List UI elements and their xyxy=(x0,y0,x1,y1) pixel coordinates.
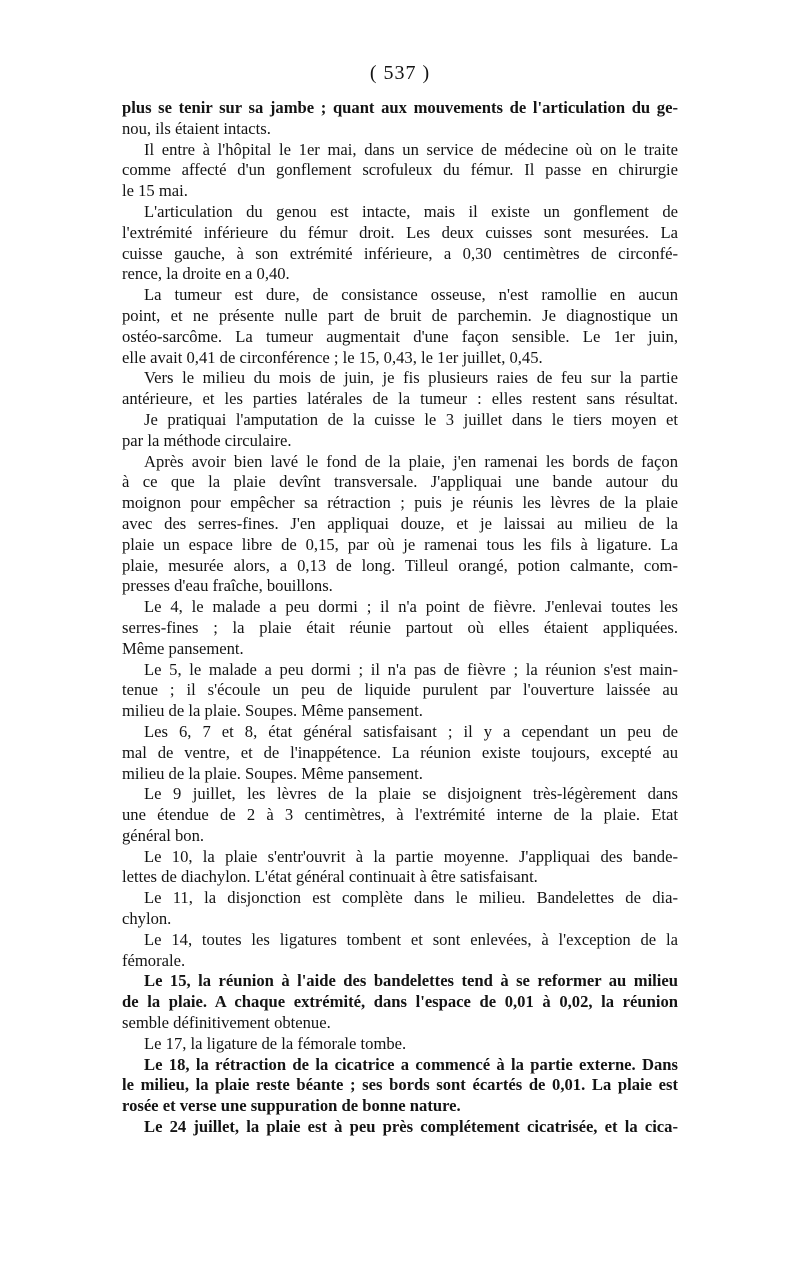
text-line: avec des serres-fines. J'en appliquai douze, et je laissai au milieu de la xyxy=(122,513,678,533)
text-line: à ce que la plaie devînt transversale. J'appliquai une bande autour du xyxy=(122,472,678,492)
text-line: fémorale. xyxy=(122,950,186,970)
text-line: par la méthode circulaire. xyxy=(122,430,292,450)
text-line: le milieu, la plaie reste béante ; ses bords sont écartés de 0,01. La plaie est xyxy=(122,1075,678,1095)
text-line: l'extrémité inférieure du fémur droit. Les deux cuisses sont mesurées. La xyxy=(122,222,678,242)
text-line: plus se tenir sur sa jambe ; quant aux mouvements de l'articulation du ge- xyxy=(122,98,678,117)
text-line: plaie, mesurée alors, a 0,13 de long. Tilleul orangé, potion calmante, com- xyxy=(122,555,678,575)
text-line: moignon pour empêcher sa rétraction ; puis je réunis les lèvres de la plaie xyxy=(122,493,678,513)
text-line: serres-fines ; la plaie était réunie partout où elles étaient appliquées. xyxy=(122,617,678,637)
text-line: Le 5, le malade a peu dormi ; il n'a pas de fièvre ; la réunion s'est main- xyxy=(144,659,678,679)
text-line: Même pansement. xyxy=(122,638,244,658)
text-line: de la plaie. A chaque extrémité, dans l'espace de 0,01 à 0,02, la réunion xyxy=(122,992,678,1012)
text-line: Le 4, le malade a peu dormi ; il n'a point de fièvre. J'enlevai toutes les xyxy=(144,597,678,617)
text-line: tenue ; il s'écoule un peu de liquide purulent par l'ouverture laissée au xyxy=(122,680,678,700)
text-line: rosée et verse une suppuration de bonne nature. xyxy=(122,1096,461,1116)
text-line: mal de ventre, et de l'inappétence. La réunion existe toujours, excepté au xyxy=(122,742,678,762)
text-line: Vers le milieu du mois de juin, je fis plusieurs raies de feu sur la partie xyxy=(144,368,678,388)
text-line: une étendue de 2 à 3 centimètres, à l'extrémité interne de la plaie. Etat xyxy=(122,805,678,825)
text-line: L'articulation du genou est intacte, mais il existe un gonflement de xyxy=(144,201,678,221)
text-line: presses d'eau fraîche, bouillons. xyxy=(122,576,333,596)
text-line: nou, ils étaient intacts. xyxy=(122,118,271,138)
text-line: général bon. xyxy=(122,825,205,845)
text-line: Le 11, la disjonction est complète dans le milieu. Bandelettes de dia- xyxy=(144,888,678,908)
text-line: plaie un espace libre de 0,15, par où je ramenai tous les fils à ligature. La xyxy=(122,534,678,554)
text-line: Il entre à l'hôpital le 1er mai, dans un service de médecine où on le traite xyxy=(144,139,678,159)
text-line: milieu de la plaie. Soupes. Même pansement. xyxy=(122,701,423,721)
text-line: Le 9 juillet, les lèvres de la plaie se disjoignent très-légèrement dans xyxy=(144,784,678,804)
text-line: chylon. xyxy=(122,909,172,929)
text-line: lettes de diachylon. L'état général continuait à être satisfaisant. xyxy=(122,867,538,887)
text-line: le 15 mai. xyxy=(122,181,188,201)
body-text xyxy=(122,98,678,1138)
text-line: Le 15, la réunion à l'aide des bandelettes tend à se reformer au milieu xyxy=(144,971,678,991)
text-line: antérieure, et les parties latérales de la tumeur : elles restent sans résultat. xyxy=(122,389,678,409)
text-line: Le 18, la rétraction de la cicatrice a commencé à la partie externe. Dans xyxy=(144,1054,678,1074)
text-line: point, et ne présente nulle part de bruit de parchemin. Je diagnostique un xyxy=(122,305,678,325)
text-line: Le 10, la plaie s'entr'ouvrit à la partie moyenne. J'appliquai des bande- xyxy=(144,846,678,866)
text-line: cuisse gauche, à son extrémité inférieure, a 0,30 centimètres de circonfé- xyxy=(122,243,678,263)
text-line: La tumeur est dure, de consistance osseuse, n'est ramollie en aucun xyxy=(144,285,678,305)
text-line: ostéo-sarcôme. La tumeur augmentait d'une façon sensible. Le 1er juin, xyxy=(122,326,678,346)
text-line: Les 6, 7 et 8, état général satisfaisant ; il y a cependant un peu de xyxy=(144,721,678,741)
text-line: semble définitivement obtenue. xyxy=(122,1013,331,1033)
text-line: elle avait 0,41 de circonférence ; le 15, 0,43, le 1er juillet, 0,45. xyxy=(122,347,543,367)
page-number: ( 537 ) xyxy=(369,62,431,84)
text-line: Le 17, la ligature de la fémorale tombe. xyxy=(144,1033,407,1053)
text-line: rence, la droite en a 0,40. xyxy=(122,264,290,284)
text-line: comme affecté d'un gonflement scrofuleux du fémur. Il passe en chirurgie xyxy=(122,160,678,180)
text-line: Le 24 juillet, la plaie est à peu près complétement cicatrisée, et la cica- xyxy=(144,1117,678,1137)
text-line: Je pratiquai l'amputation de la cuisse le 3 juillet dans le tiers moyen et xyxy=(144,409,678,429)
text-line: Après avoir bien lavé le fond de la plaie, j'en ramenai les bords de façon xyxy=(144,451,678,471)
text-line: milieu de la plaie. Soupes. Même pansement. xyxy=(122,763,423,783)
text-line: Le 14, toutes les ligatures tombent et sont enlevées, à l'exception de la xyxy=(144,929,678,949)
